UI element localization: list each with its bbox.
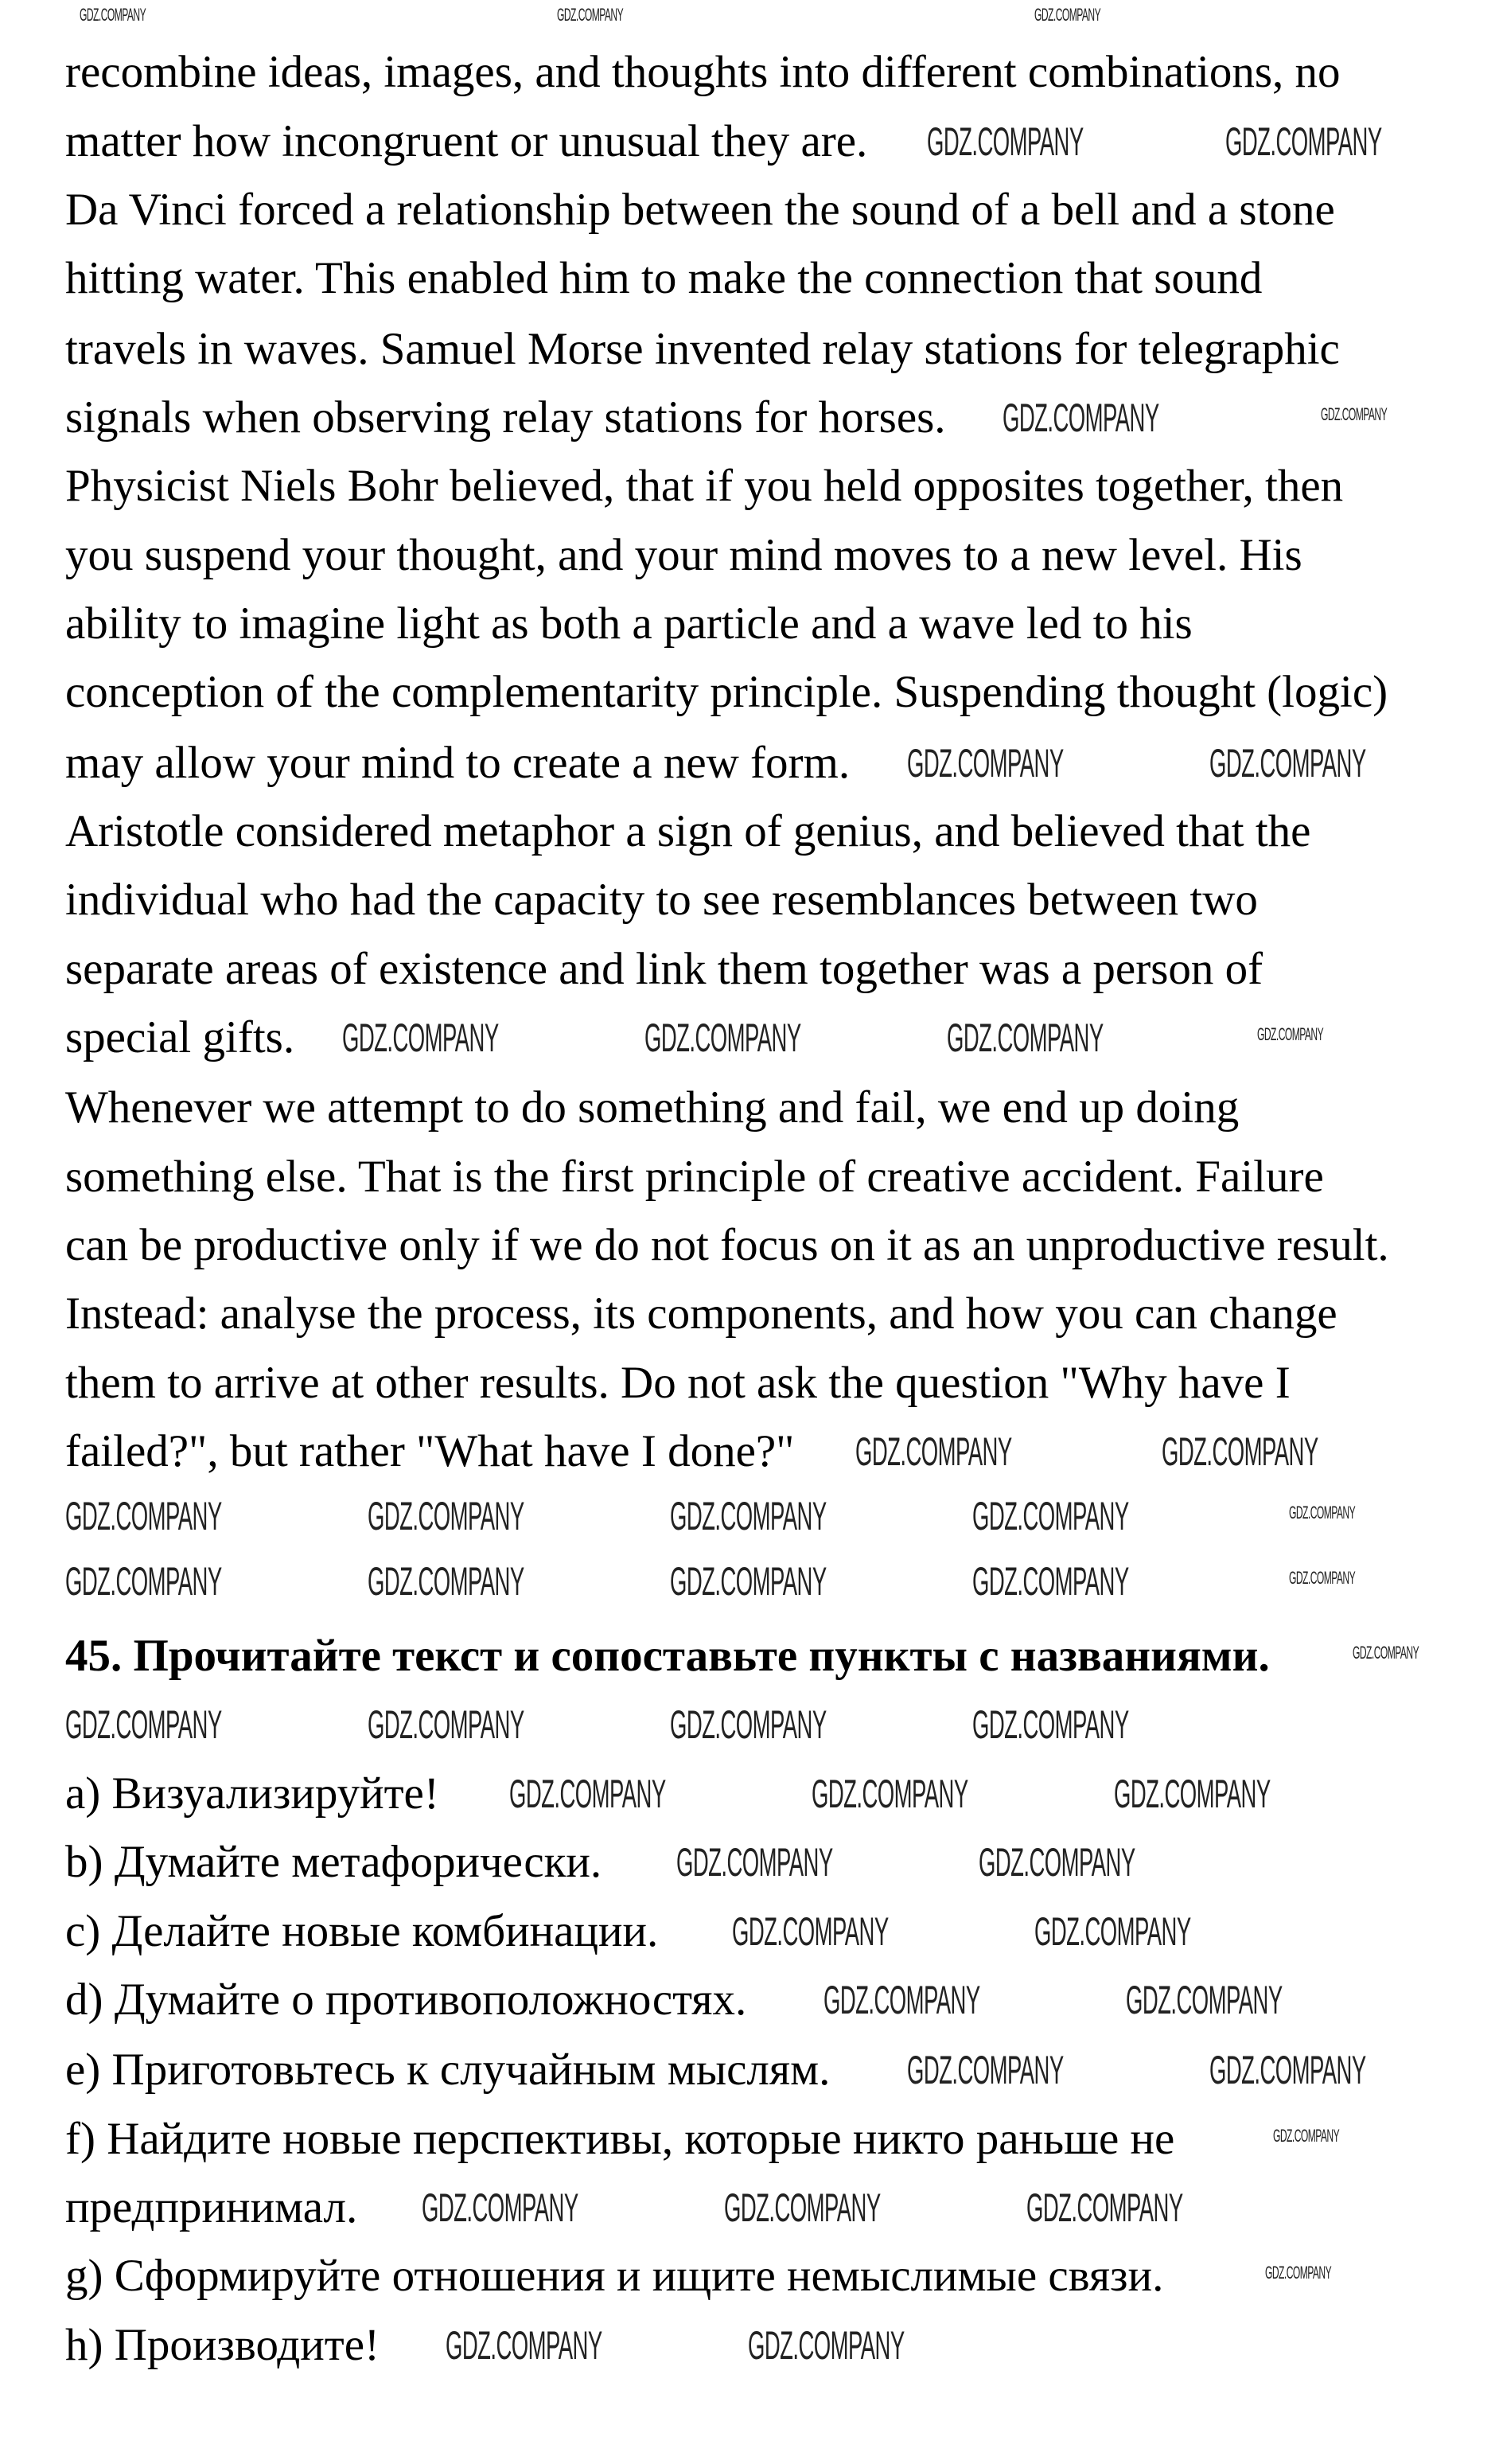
paragraph-line: something else. That is the first principle of creative accident. Failure [65, 1152, 1324, 1202]
watermark: GDZ.COMPANY [732, 1909, 889, 1954]
watermark: GDZ.COMPANY [676, 1840, 833, 1885]
watermark: GDZ.COMPANY [65, 1559, 222, 1604]
watermark: GDZ.COMPANY [644, 1016, 801, 1060]
watermark: GDZ.COMPANY [947, 1016, 1104, 1060]
watermark: GDZ.COMPANY [65, 1702, 222, 1747]
watermark: GDZ.COMPANY [979, 1840, 1135, 1885]
paragraph-line: Da Vinci forced a relationship between the sound of a bell and a stone [65, 185, 1335, 235]
paragraph-line: matter how incongruent or unusual they are. [65, 116, 868, 166]
watermark: GDZ.COMPANY [422, 2185, 578, 2230]
watermark: GDZ.COMPANY [670, 1702, 827, 1747]
paragraph-line: special gifts. [65, 1012, 295, 1062]
exercise-title: 45. Прочитайте текст и сопоставьте пункты с названиями. [65, 1631, 1270, 1681]
paragraph-line: separate areas of existence and link them together was a person of [65, 944, 1263, 994]
watermark: GDZ.COMPANY [1114, 1772, 1271, 1816]
paragraph-line: signals when observing relay stations for horses. [65, 392, 946, 443]
watermark: GDZ.COMPANY [972, 1702, 1129, 1747]
watermark: GDZ.COMPANY [972, 1494, 1129, 1538]
watermark: GDZ.COMPANY [1225, 119, 1382, 164]
watermark: GDZ.COMPANY [823, 1978, 980, 2022]
exercise-item: g) Сформируйте отношения и ищите немыслимые связи. [65, 2251, 1164, 2301]
watermark: GDZ.COMPANY [972, 1559, 1129, 1604]
paragraph-line: recombine ideas, images, and thoughts into different combinations, no [65, 47, 1341, 97]
paragraph-line: conception of the complementarity principle. Suspending thought (logic) [65, 667, 1388, 717]
paragraph-line: them to arrive at other results. Do not ask the question "Why have I [65, 1358, 1291, 1408]
paragraph-line: Instead: analyse the process, its components, and how you can change [65, 1289, 1337, 1339]
watermark: GDZ.COMPANY [1257, 1024, 1324, 1044]
paragraph-line: may allow your mind to create a new form. [65, 738, 851, 788]
watermark: GDZ.COMPANY [1273, 2126, 1340, 2146]
watermark: GDZ.COMPANY [1289, 1568, 1356, 1588]
watermark: GDZ.COMPANY [907, 741, 1064, 786]
watermark: GDZ.COMPANY [907, 2048, 1064, 2092]
paragraph-line: Aristotle considered metaphor a sign of genius, and believed that the [65, 806, 1311, 856]
watermark: GDZ.COMPANY [368, 1702, 524, 1747]
exercise-item: h) Производите! [65, 2320, 380, 2370]
paragraph-line: can be productive only if we do not focus on it as an unproductive result. [65, 1220, 1389, 1270]
watermark: GDZ.COMPANY [748, 2323, 905, 2368]
watermark: GDZ.COMPANY [368, 1494, 524, 1538]
watermark: GDZ.COMPANY [65, 1494, 222, 1538]
watermark: GDZ.COMPANY [1353, 1643, 1419, 1663]
watermark: GDZ.COMPANY [342, 1016, 499, 1060]
watermark: GDZ.COMPANY [80, 5, 146, 25]
paragraph-line: you suspend your thought, and your mind moves to a new level. His [65, 530, 1302, 580]
paragraph-line: Physicist Niels Bohr believed, that if you held opposites together, then [65, 461, 1344, 511]
watermark: GDZ.COMPANY [446, 2323, 602, 2368]
watermark: GDZ.COMPANY [1003, 396, 1159, 440]
watermark: GDZ.COMPANY [670, 1494, 827, 1538]
watermark: GDZ.COMPANY [557, 5, 624, 25]
exercise-item: предпринимал. [65, 2182, 358, 2232]
watermark: GDZ.COMPANY [509, 1772, 666, 1816]
exercise-item: d) Думайте о противоположностях. [65, 1975, 747, 2025]
paragraph-line: ability to imagine light as both a particle and a wave led to his [65, 598, 1193, 649]
watermark: GDZ.COMPANY [927, 119, 1084, 164]
watermark: GDZ.COMPANY [368, 1559, 524, 1604]
watermark: GDZ.COMPANY [1034, 1909, 1191, 1954]
exercise-item: c) Делайте новые комбинации. [65, 1906, 659, 1956]
watermark: GDZ.COMPANY [1162, 1429, 1318, 1474]
watermark: GDZ.COMPANY [1034, 5, 1101, 25]
exercise-item: e) Приготовьтесь к случайным мыслям. [65, 2045, 831, 2095]
paragraph-line: hitting water. This enabled him to make the connection that sound [65, 253, 1263, 303]
paragraph-line: travels in waves. Samuel Morse invented relay stations for telegraphic [65, 324, 1340, 374]
watermark: GDZ.COMPANY [1209, 2048, 1366, 2092]
watermark: GDZ.COMPANY [724, 2185, 881, 2230]
watermark: GDZ.COMPANY [1321, 404, 1388, 424]
watermark: GDZ.COMPANY [1126, 1978, 1283, 2022]
paragraph-line: Whenever we attempt to do something and fail, we end up doing [65, 1082, 1240, 1133]
paragraph-line: individual who had the capacity to see resemblances between two [65, 875, 1258, 925]
watermark: GDZ.COMPANY [670, 1559, 827, 1604]
watermark: GDZ.COMPANY [855, 1429, 1012, 1474]
exercise-item: f) Найдите новые перспективы, которые никто раньше не [65, 2114, 1175, 2164]
exercise-item: b) Думайте метафорически. [65, 1837, 602, 1887]
paragraph-line: failed?", but rather "What have I done?" [65, 1426, 795, 1476]
exercise-item: a) Визуализируйте! [65, 1768, 439, 1819]
watermark: GDZ.COMPANY [1289, 1503, 1356, 1522]
watermark: GDZ.COMPANY [1026, 2185, 1183, 2230]
watermark: GDZ.COMPANY [1265, 2263, 1332, 2283]
watermark: GDZ.COMPANY [1209, 741, 1366, 786]
watermark: GDZ.COMPANY [812, 1772, 968, 1816]
